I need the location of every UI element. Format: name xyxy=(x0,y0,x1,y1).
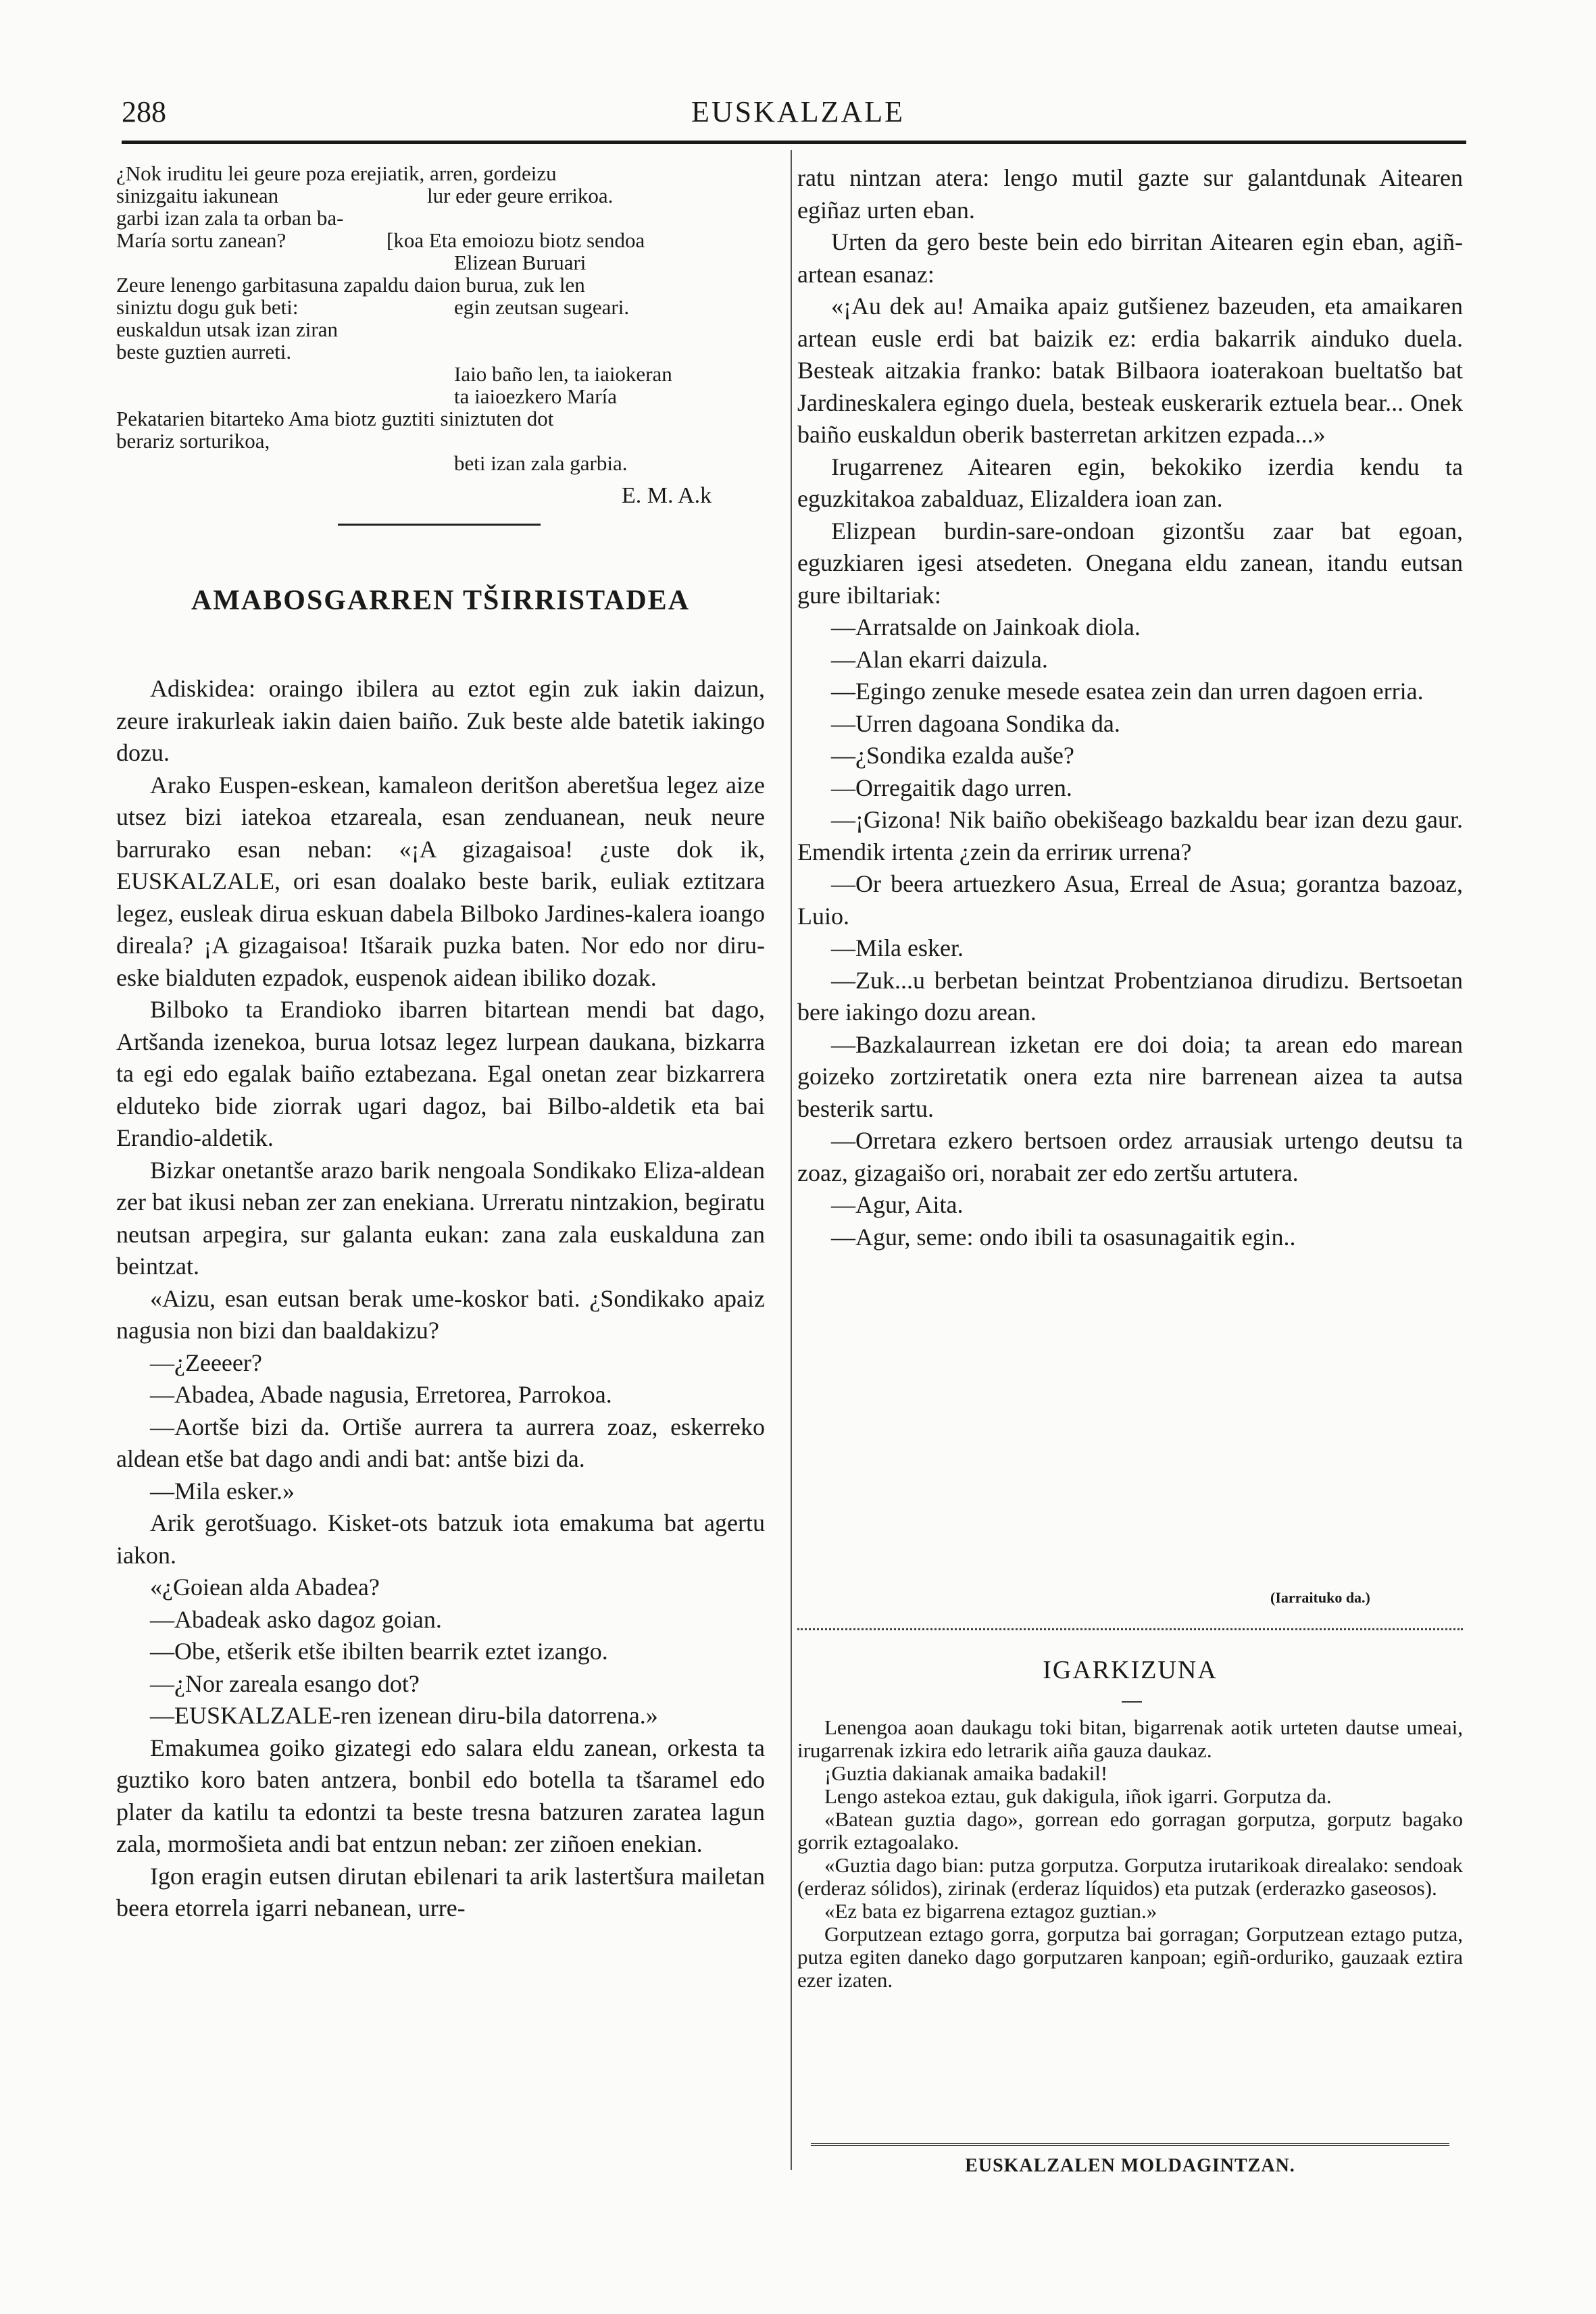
paragraph: Lengo astekoa eztau, guk dakigula, iñok igarri. Gorputza da. xyxy=(824,1784,1332,1808)
paragraph: ¡Guztia dakianak amaika badakil! xyxy=(824,1761,1108,1785)
page-number: 288 xyxy=(122,95,166,128)
poem-line: siniztu dogu guk beti: xyxy=(116,295,299,319)
riddle-title-dash xyxy=(1122,1701,1142,1703)
paragraph: «¿Goiean alda Abadea? xyxy=(150,1574,380,1601)
paragraph: Emakumea goiko gizategi edo salara eldu zanean, orkesta ta guztiko koro baten antzera, bonbil edo botella ta tšaramel edo plater da katilu ta edontzi ta beste tresna batzuren zaratea lagun zala, mormošieta andi bat entzun neban: zer ziñoen enekian. xyxy=(116,1734,765,1857)
paragraph: «Guztia dago bian: putza gorputza. Gorputza irutarikoak direalako: sendoak (erderaz sólidos), zirinak (erderaz líquidos) eta putzak (erderazko gaseosos). xyxy=(797,1853,1463,1900)
paragraph: «Aizu, esan eutsan berak ume-koskor bati. ¿Sondikako apaiz nagusia non bizi dan baaldakizu? xyxy=(116,1284,765,1344)
paragraph: —Abadeak asko dagoz goian. xyxy=(150,1605,442,1633)
paragraph: —Mila esker.» xyxy=(150,1477,295,1505)
paragraph: —Or beera artuezkero Asua, Erreal de Asua; gorantza bazoaz, Luio. xyxy=(797,870,1463,930)
poem-line: [koa Eta emoiozu biotz sendoa xyxy=(386,228,645,252)
paragraph: —Orretara ezkero bertsoen ordez arrausiak urtengo deutsu ta zoaz, gizagaišo ori, norabait zer edo zertšu artutera. xyxy=(797,1127,1463,1186)
paragraph: ratu nintzan atera: lengo mutil gazte sur galantdunak Aitearen egiñaz urten eban. xyxy=(797,164,1463,224)
ornamental-rule xyxy=(338,524,541,526)
paragraph: —Agur, Aita. xyxy=(831,1191,964,1218)
poem xyxy=(116,162,765,513)
poem-line: garbi izan zala ta orban ba- xyxy=(116,206,344,230)
poem-line: sinizgaitu iakunean xyxy=(116,184,279,207)
poem-line: beste guztien aurreti. xyxy=(116,340,292,363)
paragraph: Gorputzean eztago gorra, gorputza bai gorragan; Gorputzean eztago putza, putza egiten daneko dago gorputzaren kanpoan; egiñ-orduriko, gauzaak eztira ezer izaten. xyxy=(797,1922,1463,1992)
paragraph: Adiskidea: oraingo ibilera au eztot egin zuk iakin daizun, zeure irakurleak iakin daien baiño. Zuk beste alde batetik iakingo dozu. xyxy=(116,675,765,766)
poem-line: ta iaioezkero María xyxy=(454,384,617,408)
riddle-title: IGARKIZUNA xyxy=(1043,1656,1218,1684)
poem-line: ¿Nok iruditu lei geure poza erejiatik, arren, gordeizu xyxy=(116,161,557,185)
paragraph: Bilboko ta Erandioko ibarren bitartean mendi bat dago, Artšanda izenekoa, burua lotsaz legez lurpean daukana, bizkarra ta egi edo egalak baiño eztabezana. Egal onetan zear bizkarrera elduteko bide ziorrak ugari dagoz, bai Bilbo-aldetik eta bai Erandio-aldetik. xyxy=(116,996,765,1151)
poem-line: egin zeutsan sugeari. xyxy=(454,295,630,319)
column-divider xyxy=(791,150,792,2170)
paragraph: «¡Au dek au! Amaika apaiz gutšienez bazeuden, eta amaikaren artean eusle erdi bat baizik ez: erdia bakarrik aindukο duela. Besteak aitzakia franko: batak Bilbaora ioaterakoan bueltatšo bat Jardineskalera egingo duela, besteak euskerarik eztuela bear... Onek baiño euskaldun oberik basterretan arkitzen ezpada...» xyxy=(797,293,1463,448)
header-rule xyxy=(122,141,1466,144)
poem-line: María sortu zanean? xyxy=(116,228,286,252)
paragraph: —Mila esker. xyxy=(831,934,964,961)
paragraph: —Abadea, Abade nagusia, Erretorea, Parrokoa. xyxy=(150,1381,612,1408)
paragraph: —Aortše bizi da. Ortiše aurrera ta aurrera zoaz, eskerreko aldean etše bat dago andi andi bat: antše bizi da. xyxy=(116,1413,765,1472)
paragraph: Elizpean burdin-sare-ondoan gizontšu zaar bat egoan, eguzkiaren igesi atsedeten. Onegana eldu zanean, itandu eutsan gure ibiltariak: xyxy=(797,517,1463,609)
paragraph: Igon eragin eutsen dirutan ebilenari ta arik lastertšura mailetan beera etorrela igarri nebanean, urre- xyxy=(116,1862,765,1921)
paragraph: Urten da gero beste bein edo birritan Aitearen egin eban, agiñ-artean esanaz: xyxy=(797,228,1463,288)
paragraph: «Batean guztia dago», gorrean edo gorragan gorputza, gorputz bagako gorrik eztagoalako. xyxy=(797,1807,1463,1854)
paragraph: Irugarrenez Aitearen egin, bekokiko izerdia kendu ta eguzkitakoa zabalduaz, Elizaldera ioan zan. xyxy=(797,453,1463,512)
footer-rule xyxy=(811,2143,1449,2146)
paragraph: «Ez bata ez bigarrena eztagoz guztian.» xyxy=(824,1899,1157,1923)
paragraph: —Agur, seme: ondo ibili ta osasunagaitik egin.. xyxy=(831,1223,1296,1251)
paragraph: —Obe, etšerik etše ibilten bearrik eztet izango. xyxy=(150,1638,608,1665)
running-title: EUSKALZALE xyxy=(691,95,905,128)
paragraph: Bizkar onetantše arazo barik nengoala Sondikako Eliza-aldean zer bat ikusi neban zer zan enekiana. Urreratu nintzakion, begiratu neutsan arpegira, sur galanta eukan: zana zala euskalduna zan beintzat. xyxy=(116,1156,765,1280)
poem-line: Pekatarien bitarteko Ama biotz guztiti siniztuten dot xyxy=(116,407,554,430)
paragraph: —Egingo zenuke mesede esatea zein dan urren dagoen erria. xyxy=(831,678,1424,705)
poem-line: Elizean Buruari xyxy=(454,251,587,274)
poem-signature: E. M. A.k xyxy=(622,483,712,508)
paragraph: —Zuk...u berbetan beintzat Probentzianoa dirudizu. Bertsoetan bere iakingo dozu arean. xyxy=(797,966,1463,1026)
article-right-column xyxy=(797,162,1463,1253)
poem-line: Iaio baño len, ta iaiokeran xyxy=(454,362,672,386)
publisher-line: EUSKALZALEN MOLDAGINTZAN. xyxy=(965,2155,1295,2176)
poem-line: beti izan zala garbia. xyxy=(454,451,628,475)
paragraph: —¿Zeeeer? xyxy=(150,1349,262,1376)
paragraph: Arako Euspen-eskean, kamaleon deritšon aberetšua legez aize utsez bizi iatekoa etzareala, esan zenduanean, neuk neure barrurako esan neban: «¡A gizagaisoa! ¿uste dok ik, EUSKALZALE, ori esan doalako beste barik, euliak eztitzara legez, eusleak dirua eskuan dabela Bilboko Jardines-kalera ioango direala? ¡A gizagaisoa! Itšaraik puzka baten. Nor edo nor diru-eske bialduten ezpadok, euspenok aidean ibiliko dozak. xyxy=(116,771,765,991)
paragraph: Lenengoa aoan daukagu toki bitan, bigarrenak aotik urteten dautse umeai, irugarrenak izkira edo letrarik aiña gauza daukaz. xyxy=(797,1715,1463,1762)
poem-line: euskaldun utsak izan ziran xyxy=(116,318,338,341)
paragraph: —Arratsalde on Jainkoak diola. xyxy=(831,613,1141,640)
paragraph: —¿Nor zareala esango dot? xyxy=(150,1669,420,1697)
paragraph: —Alan ekarri daizula. xyxy=(831,645,1048,673)
paragraph: —¡Gizona! Nik baiño obekišeago bazkaldu bear izan dezu gaur. Emendik irtenta ¿zein da errirик urrena? xyxy=(797,806,1463,865)
riddle-body xyxy=(797,1716,1463,1992)
paragraph: Arik gerotšuago. Kisket-ots batzuk iota emakuma bat agertu iakon. xyxy=(116,1509,765,1569)
poem-line: Zeure lenengo garbitasuna zapaldu daion burua, zuk len xyxy=(116,273,585,297)
section-divider xyxy=(797,1628,1463,1630)
paragraph: —Urren dagoana Sondika da. xyxy=(831,709,1120,737)
article-title: AMABOSGARREN TŠIRRISTADEA xyxy=(191,585,691,616)
poem-line: lur eder geure errikoa. xyxy=(427,184,614,207)
paragraph: —Bazkalaurrean izketan ere doi doia; ta arean edo marean goizeko zortziretatik onera ezta nire barrenean aizea ta autsa besterik sartu. xyxy=(797,1030,1463,1122)
paragraph: —EUSKALZALE-ren izenean diru-bila datorrena.» xyxy=(150,1702,658,1729)
article-left-column xyxy=(116,673,765,1925)
poem-line: berariz sorturikoa, xyxy=(116,429,270,453)
paragraph: —Orregaitik dago urren. xyxy=(831,774,1072,801)
continued-note: (Iarraituko da.) xyxy=(1270,1589,1370,1606)
paragraph: —¿Sondika ezalda auše? xyxy=(831,742,1074,769)
